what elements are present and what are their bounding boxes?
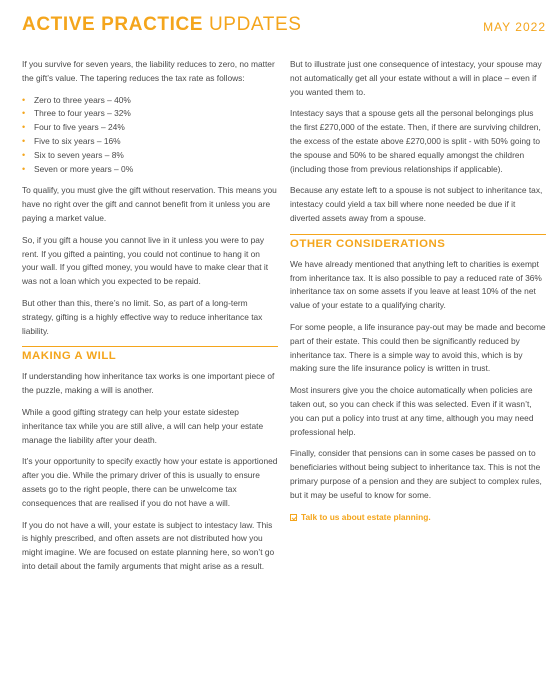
paragraph: If you survive for seven years, the liability reduces to zero, no matter the gift’s value. The tapering reduces the tax rate as follows: (22, 59, 275, 83)
bullet-icon: • (22, 108, 26, 119)
estate-planning-cta[interactable] (290, 511, 546, 524)
paragraph: Intestacy says that a spouse gets all the personal belongings plus the first £270,000 of the estate. Then, if there are surviving children, the excess of the estate above £270,000 is split - with 50% going to the spouse and 50% to be shared equally amongst the children (including those from previous relationships if applicable). (290, 108, 541, 174)
list-item-text: Five to six years – 16% (34, 135, 121, 146)
paragraph: So, if you gift a house you cannot live in it unless you were to pay rent. If you gifted a painting, you could not continue to hang it on your wall. If you gifted money, you would have to make clear that it was not a loan which you expected to be repaid. (22, 234, 269, 287)
list-item-text: Four to five years – 24% (34, 122, 125, 133)
paragraph: We have already mentioned that anything left to charities is exempt from inheritance tax. It is also possible to pay a reduced rate of 36% inheritance tax on some assets if you leave at least 10% of the net value of your estate to a qualifying charity. (290, 258, 542, 311)
bullet-icon: • (22, 94, 26, 105)
list-item (22, 107, 278, 121)
section-heading-other-considerations: OTHER CONSIDERATIONS (290, 234, 546, 250)
list-item (22, 163, 278, 177)
bullet-icon: • (22, 122, 26, 133)
bullet-icon: • (22, 149, 26, 160)
title-bold: ACTIVE PRACTICE (22, 14, 204, 35)
paragraph: While a good gifting strategy can help your estate sidestep inheritance tax while you are still alive, a will can help your estate manage the liability after your death. (22, 406, 264, 445)
page-title (22, 14, 302, 36)
paragraph: For some people, a life insurance pay-out may be made and become part of their estate. This could then be significantly reduced by inheritance tax. There is a simple way to avoid this, which is by making sure the life insurance policy is written in trust. (290, 321, 546, 374)
checkbox-icon (290, 514, 297, 521)
list-item (22, 121, 278, 135)
taper-rate-list (22, 94, 278, 177)
list-item-text: Three to four years – 32% (34, 108, 131, 119)
list-item-text: Seven or more years – 0% (34, 163, 134, 174)
issue-date: MAY 2022 (483, 20, 546, 34)
title-light: UPDATES (208, 14, 302, 35)
bullet-icon: • (22, 135, 26, 146)
paragraph: It’s your opportunity to specify exactly how your estate is apportioned after you die. While the primary driver of this is usually to ensure assets go to the right people, there can be unwelcome tax consequences that are realised if you do not have a will. (22, 456, 278, 508)
paragraph: But to illustrate just one consequence of intestacy, your spouse may not automatically get all your estate without a will in place – even if you wanted them to. (290, 59, 542, 97)
paragraph: But other than this, there’s no limit. So, as part of a long-term strategy, gifting is a highly effective way to reduce inheritance tax liability. (22, 297, 263, 336)
list-item-text: Zero to three years – 40% (34, 94, 131, 105)
paragraph: Most insurers give you the choice automatically when policies are taken out, so you can check if this was selected. Even if it wasn’t, you can put a policy into trust at any time, although you may need professional help. (290, 385, 534, 437)
right-column (290, 58, 546, 524)
paragraph: To qualify, you must give the gift without reservation. This means you have no right over the gift and cannot benefit from it unless you are paying a market value. (22, 185, 277, 223)
bullet-icon: • (22, 163, 26, 174)
list-item (22, 149, 278, 163)
paragraph: If you do not have a will, your estate is subject to intestacy law. This is highly prescribed, and often assets are not distributed how you might imagine. We are focused on estate planning here, so won’t go into detail about the family arguments that might arise as a result. (22, 519, 275, 571)
section-heading-making-a-will: MAKING A WILL (22, 346, 278, 362)
paragraph: Because any estate left to a spouse is not subject to inheritance tax, intestacy could yield a tax bill where none needed be due if it diverted assets away from a spouse. (290, 185, 543, 223)
list-item (22, 94, 278, 108)
page-header (22, 14, 546, 40)
left-column (22, 58, 278, 582)
paragraph: Finally, consider that pensions can in some cases be passed on to beneficiaries without being subject to inheritance tax. This is not the primary purpose of a pension and they are subject to complex rules, but it may be useful to know for some. (290, 448, 542, 500)
paragraph: If understanding how inheritance tax works is one important piece of the puzzle, making a will is another. (22, 371, 275, 396)
list-item (22, 135, 278, 149)
list-item-text: Six to seven years – 8% (34, 149, 124, 160)
cta-label[interactable]: Talk to us about estate planning. (301, 511, 431, 522)
